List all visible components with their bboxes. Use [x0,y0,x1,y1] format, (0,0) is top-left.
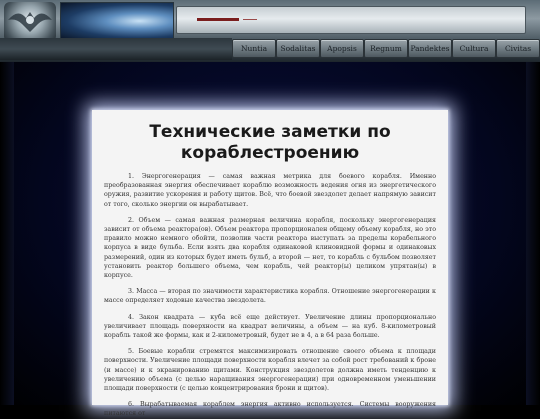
nav-button-civitas[interactable]: Civitas [496,39,540,58]
left-frame-edge [0,62,14,405]
nav-button-cultura[interactable]: Cultura [452,39,496,58]
article-paragraph-2: 2. Объем — самая важная размерная величина корабля, поскольку энергогенерация зависит от объема реактора(ов). Объем реактора пропорционален общему объему корабля, но это правило можно немного обойти, позволив части реактора выступать за пределы корабельного корпуса в виде бульба. Если взять два корабля одинаковой клиновидной формы и одинаковых размерений, один из которых будет иметь бульб, а второй — нет, то корабль с бульбом позволяет установить реактор большего объема, чем корабль, чей реактор(ы) целиком упрятан(ы) в корпусе. [104,216,436,280]
nav-button-apopsis[interactable]: Apopsis [320,39,364,58]
article-paragraph-1: 1. Энергогенерация — самая важная метрика для боевого корабля. Именно преобразованная энергия обеспечивает кораблю возможность ведения огня из энергетического оружия, развитие ускорения и работу щитов. Всё, что боевой звездолет делает напрямую зависит от того, сколько энергии он вырабатывает. [104,173,436,208]
red-marker-dash [243,19,257,20]
site-header [0,0,540,63]
nav-button-pandektes[interactable]: Pandektes [408,39,452,58]
article-paragraph-6: 6. Вырабатываемая кораблем энергия активно используется. Системы вооружения питаются от [104,401,436,418]
nav-button-sodalitas[interactable]: Sodalitas [276,39,320,58]
nav-button-nuntia[interactable]: Nuntia [232,39,276,58]
right-frame-edge [526,62,540,405]
top-decorative-bar [176,6,526,34]
header-lower-panel [0,38,232,60]
article-paragraph-3: 3. Масса — вторая по значимости характеристика корабля. Отношение энергогенерации к массе определяет ходовые качества звездолета. [104,288,436,305]
space-nebula-banner [60,2,174,40]
nav-button-regnum[interactable]: Regnum [364,39,408,58]
red-marker-stripe [197,18,239,21]
article-paragraph-4: 4. Закон квадрата — куба всё еще действует. Увеличение длины пропорционально увеличивает площадь поверхности на квадрат величины, а объем — на куб. 8-километровый корабль такой же формы, как и 2-километровый, будет не в 4, а в 64 раза больше. [104,313,436,340]
article-title: Технические заметки по кораблестроению [149,122,391,163]
main-navigation [230,39,536,58]
article-paragraph-5: 5. Боевые корабли стремятся максимизировать отношение своего объема к площади поверхности. Увеличение площади поверхности корабля влечет за собой рост требований к броне (и массе) и к экранированию щитами. Конструкция звездолетов должна иметь тенденцию к увеличению объема (с целью наращивания энергогенерации) при одновременном уменьшении площади поверхности (с целью концентрирования брони и щитов). [104,348,436,393]
article-page [92,110,448,418]
eagle-emblem-logo[interactable] [4,2,56,42]
